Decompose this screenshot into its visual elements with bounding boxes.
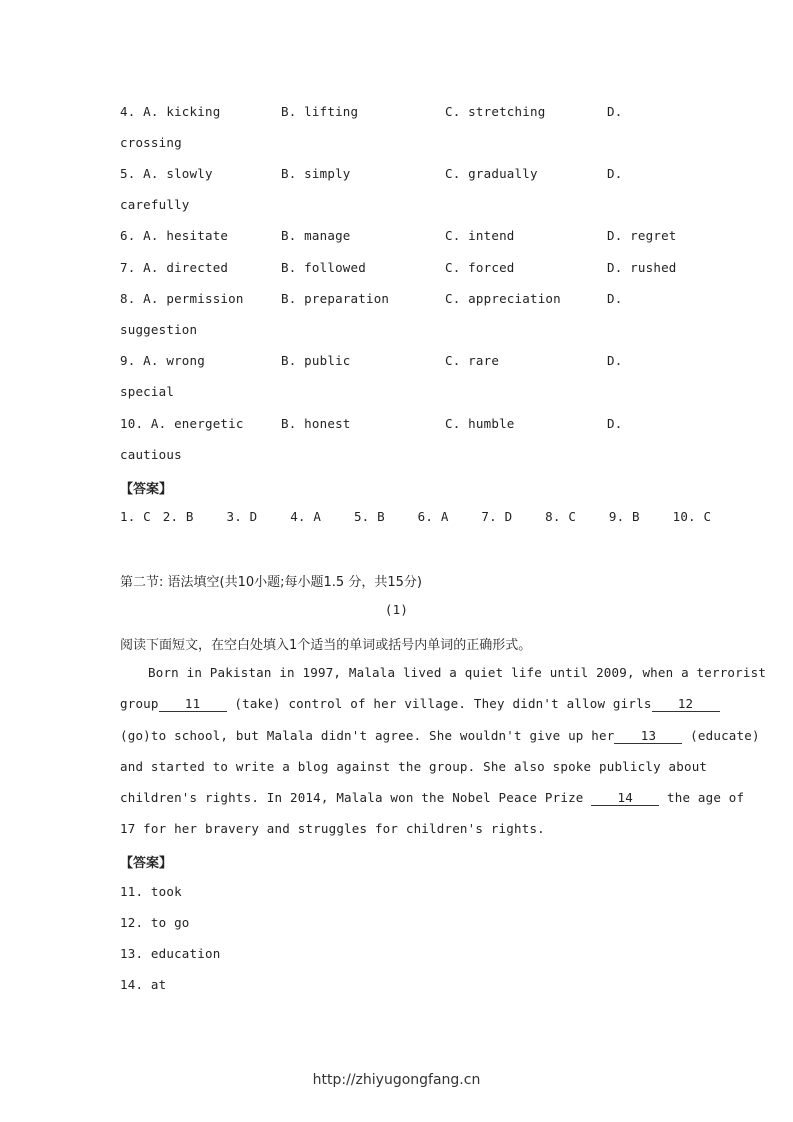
option-d: D. [607, 353, 623, 368]
answer-item: 11. took [120, 884, 182, 899]
passage-line [120, 790, 744, 806]
blank-13: 13 [614, 729, 682, 744]
blank-11: 11 [159, 697, 227, 712]
footer-url: http://zhiyugongfang.cn [312, 1072, 481, 1088]
option-c: C. stretching [445, 104, 546, 119]
option-b: B. followed [281, 260, 366, 275]
section-title: 第二节: 语法填空(共10小题;每小题1.5 分，共15分) [120, 575, 422, 590]
answer-item: 1. C [120, 509, 151, 524]
option-d: D. [607, 104, 623, 119]
option-c: C. rare [445, 353, 500, 368]
option-d-wrap: crossing [120, 135, 182, 150]
answer-item: 7. D [481, 509, 513, 524]
instruction: 阅读下面短文，在空白处填入1个适当的单词或括号内单词的正确形式。 [120, 638, 532, 653]
blank-14: 14 [591, 791, 659, 806]
passage-line: and started to write a blog against the group. She also spoke publicly about [120, 759, 708, 774]
option-row-6 [120, 228, 680, 248]
option-d-wrap: special [120, 384, 175, 399]
option-b: B. honest [281, 416, 351, 431]
option-b: B. manage [281, 228, 351, 243]
option-row-9 [120, 353, 680, 373]
passage-text: the age of [659, 790, 745, 805]
option-c: C. humble [445, 416, 515, 431]
passage-text: group [120, 696, 159, 711]
option-a: 5. A. slowly [120, 166, 213, 181]
option-b: B. lifting [281, 104, 359, 119]
option-a: 6. A. hesitate [120, 228, 229, 243]
passage-line: 17 for her bravery and struggles for children's rights. [120, 821, 545, 836]
passage-text: (educate) [682, 728, 760, 743]
option-d: D. regret [607, 228, 677, 243]
option-c: C. appreciation [445, 291, 561, 306]
answer-item: 3. D [226, 509, 258, 524]
answer-item: 14. at [120, 977, 167, 992]
option-a: 10. A. energetic [120, 416, 244, 431]
answer-item: 9. B [608, 509, 640, 524]
option-a: 9. A. wrong [120, 353, 205, 368]
answer-item: 12. to go [120, 915, 190, 930]
option-row-4 [120, 104, 680, 124]
answer-item: 2. B [162, 509, 194, 524]
passage-line: Born in Pakistan in 1997, Malala lived a quiet life until 2009, when a terrorist [148, 665, 767, 680]
option-d-wrap: cautious [120, 447, 182, 462]
option-a: 8. A. permission [120, 291, 244, 306]
option-d: D. [607, 291, 623, 306]
option-row-10 [120, 416, 680, 436]
option-d: D. rushed [607, 260, 677, 275]
option-row-5 [120, 166, 680, 186]
passage-text: children's rights. In 2014, Malala won the Nobel Peace Prize [120, 790, 592, 805]
option-b: B. preparation [281, 291, 390, 306]
option-c: C. forced [445, 260, 515, 275]
answer-item: 8. C [545, 509, 577, 524]
answer-item: 4. A [290, 509, 322, 524]
passage-line [120, 696, 720, 712]
answer-heading: 【答案】 [120, 856, 173, 871]
option-a: 4. A. kicking [120, 104, 221, 119]
answer-heading: 【答案】 [120, 482, 173, 497]
option-row-7 [120, 260, 680, 280]
blank-12: 12 [652, 697, 720, 712]
option-d: D. [607, 416, 623, 431]
passage-line [120, 728, 760, 744]
option-d-wrap: suggestion [120, 322, 198, 337]
option-b: B. simply [281, 166, 351, 181]
answer-item: 13. education [120, 946, 221, 961]
option-c: C. intend [445, 228, 515, 243]
answer-item: 10. C [672, 509, 712, 524]
option-a: 7. A. directed [120, 260, 229, 275]
option-row-8 [120, 291, 680, 311]
option-d-wrap: carefully [120, 197, 190, 212]
answer-list [120, 509, 711, 524]
section-number: (1) [384, 602, 409, 617]
answer-item: 5. B [353, 509, 385, 524]
passage-text: (take) control of her village. They didn't allow girls [226, 696, 652, 711]
option-d: D. [607, 166, 623, 181]
option-b: B. public [281, 353, 351, 368]
passage-text: (go)to school, but Malala didn't agree. She wouldn't give up her [120, 728, 615, 743]
answer-item: 6. A [417, 509, 449, 524]
option-c: C. gradually [445, 166, 538, 181]
